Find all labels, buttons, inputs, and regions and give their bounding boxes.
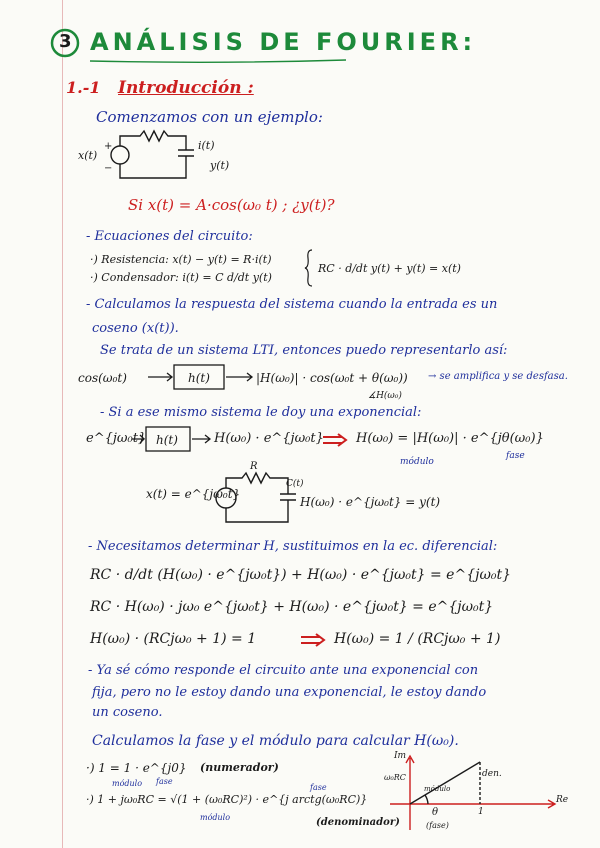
- subsection-number: 1.-1: [66, 78, 101, 97]
- circuit2-c-label: C(t): [286, 479, 304, 489]
- circuit1-minus: −: [104, 163, 113, 174]
- equations-heading: - Ecuaciones del circuito:: [86, 229, 253, 244]
- solve-eq-3-right: H(ω₀) = 1 / (RCjω₀ + 1): [334, 631, 501, 647]
- remark-line-2: fija, pero no le estoy dando una exponencial, le estoy dando: [92, 685, 487, 700]
- exp-result: H(ω₀) = |H(ω₀)| · e^{jθ(ω₀)}: [356, 431, 544, 446]
- question-text: Si x(t) = A·cos(ω₀ t) ; ¿y(t)?: [128, 196, 335, 214]
- exp-chain-input: e^{jω₀t}: [86, 431, 147, 446]
- exp-fase-label: fase: [506, 451, 525, 461]
- exponential-line: - Si a ese mismo sistema le doy una exponencial:: [100, 405, 422, 420]
- intro-text: Comenzamos con un ejemplo:: [96, 108, 323, 126]
- equation-resistor: ·) Resistencia: x(t) − y(t) = R·i(t): [90, 253, 272, 266]
- plot-wrc-label: ω₀RC: [384, 773, 406, 782]
- equation-capacitor: ·) Condensador: i(t) = C d/dt y(t): [90, 271, 272, 284]
- circuit2-r-label: R: [250, 461, 258, 472]
- red-implication-arrow-2: [300, 632, 328, 648]
- plot-re-label: Re: [556, 795, 569, 805]
- margin-line: [62, 0, 63, 848]
- section-number: 3: [59, 31, 72, 52]
- phasor-den-note: (denominador): [316, 817, 400, 828]
- plot-im-label: Im: [394, 751, 407, 761]
- title-underline: [88, 58, 348, 64]
- solve-eq-1: RC · d/dt (H(ω₀) · e^{jω₀t}) + H(ω₀) · e^{jω₀t} = e^{jω₀t}: [90, 567, 512, 583]
- remark-line-4: Calculamos la fase y el módulo para calcular H(ω₀).: [92, 733, 459, 749]
- phasor-den-fase: fase: [310, 783, 327, 792]
- phasor-numerator-note: (numerador): [200, 761, 279, 774]
- plot-theta-label: θ: [432, 807, 439, 818]
- circuit1-output-label: y(t): [210, 159, 230, 172]
- circuit1-plus: +: [104, 141, 113, 152]
- exp-modulo-label: módulo: [400, 457, 434, 467]
- response-line-3: Se trata de un sistema LTI, entonces puedo representarlo así:: [100, 343, 508, 358]
- chain1-box-label: h(t): [188, 371, 210, 385]
- chain1-phase-note: ∡H(ω₀): [368, 391, 402, 401]
- solve-eq-3-left: H(ω₀) · (RCjω₀ + 1) = 1: [90, 631, 257, 647]
- chain-input: cos(ω₀t): [78, 371, 127, 385]
- plot-modulo-label: módulo: [424, 785, 451, 793]
- phasor-denominator: ·) 1 + jω₀RC = √(1 + (ω₀RC)²) · e^{j arctg(ω₀RC)}: [86, 793, 368, 806]
- circuit1-current-label: i(t): [198, 139, 215, 152]
- circuit2-input: x(t) = e^{jω₀t}: [146, 487, 241, 501]
- solve-eq-2: RC · H(ω₀) · jω₀ e^{jω₀t} + H(ω₀) · e^{jω₀t} = e^{jω₀t}: [90, 599, 494, 615]
- phasor-num-sub-fase: fase: [156, 777, 173, 786]
- solve-heading: - Necesitamos determinar H, sustituimos en la ec. diferencial:: [88, 539, 498, 554]
- rc-circuit-diagram: [100, 128, 210, 188]
- remark-line-1: - Ya sé cómo responde el circuito ante una exponencial con: [88, 663, 479, 678]
- plot-fase-label: (fase): [426, 821, 449, 830]
- equation-combined: RC · d/dt y(t) + y(t) = x(t): [318, 262, 461, 275]
- phasor-den-modulo: módulo: [200, 813, 231, 822]
- phasor-num-sub-modulo: módulo: [112, 779, 143, 788]
- red-implication-arrow-1: [322, 432, 350, 448]
- chain1-note: → se amplifica y se desfasa.: [428, 371, 568, 382]
- plot-den-label: den.: [482, 769, 502, 779]
- subsection-title: Introducción :: [118, 78, 254, 98]
- chain2-box-label: h(t): [156, 433, 178, 447]
- circuit2-output: H(ω₀) · e^{jω₀t} = y(t): [300, 495, 441, 509]
- phasor-numerator: ·) 1 = 1 · e^{j0}: [86, 761, 187, 775]
- system-brace: [304, 248, 314, 288]
- exp-chain-output: H(ω₀) · e^{jω₀t}: [214, 431, 324, 446]
- remark-line-3: un coseno.: [92, 705, 163, 720]
- circuit1-input-label: x(t): [78, 149, 98, 162]
- complex-plane-sketch: [388, 752, 560, 834]
- plot-one-label: 1: [478, 807, 484, 817]
- response-line-2: coseno (x(t)).: [92, 321, 179, 336]
- chain1-output: |H(ω₀)| · cos(ω₀t + θ(ω₀)): [256, 371, 408, 385]
- page-title: ANÁLISIS DE FOURIER:: [90, 28, 477, 56]
- response-line-1: - Calculamos la respuesta del sistema cuando la entrada es un: [86, 297, 498, 312]
